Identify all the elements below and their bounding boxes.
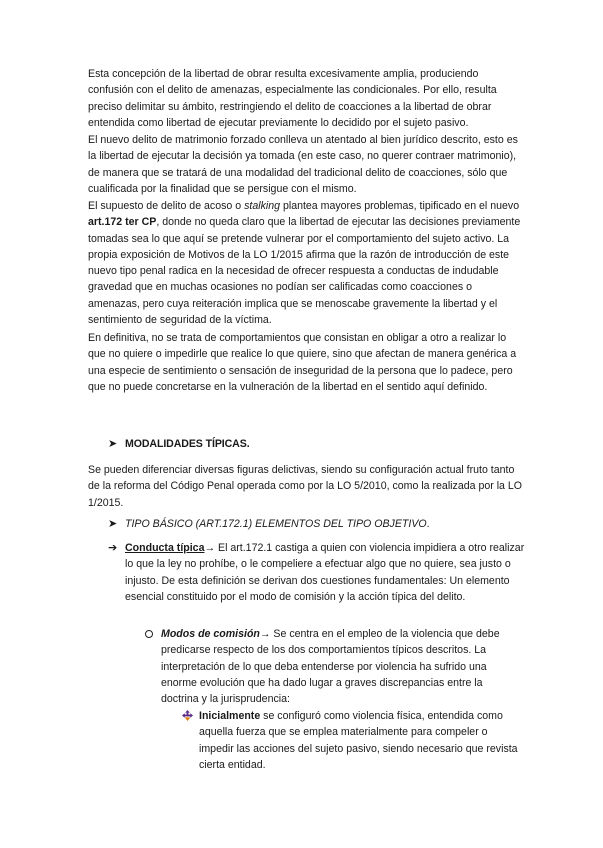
arrow-icon: → [204,542,216,554]
subsection-heading-suffix: . [426,518,430,530]
paragraph-en-definitiva: En definitiva, no se trata de comportamientos que consistan en obligar a otro a realizar lo que no quiere o impedirle que realice lo que quiere, sino que afectan de manera genérica a una especie de sentimiento o sensación de inseguridad de la persona que lo padece, pero que no puede concretarse en la vulneración de la libertad en el sentido aquí definido. [88,332,517,393]
inicialmente-paragraph [199,708,521,773]
circle-bullet-icon [145,630,153,638]
conducta-paragraph [125,540,525,605]
section-heading: MODALIDADES TÍPICAS. [125,438,250,450]
article-reference: art.172 ter CP [88,216,157,229]
stalking-term: stalking [244,200,280,212]
inicialmente-label: Inicialmente [199,710,261,722]
conducta-text: El art.172.1 castiga a quien con violencia impidiera a otro realizar lo que la ley no prohíbe, o le compeliere a efectuar algo que no quiere, sea justo o injusto. De esta definición se derivan dos cuestiones fundamentales: Un elemento esencial constituido por el modo de comisión y la acción típica del delito. [125,542,525,603]
arrowhead-bullet-icon: ➤ [108,438,118,450]
paragraph-libertad-obrar: Esta concepción de la libertad de obrar resulta excesivamente amplia, produciendo confusión con el delito de amenazas, especialmente las condicionales. Por ello, resulta preciso delimitar su ámbito, restringiendo el delito de coacciones a la libertad de obrar entendida como libertad de ejecutar previamente lo decidido por el sujeto pasivo. [88,68,497,129]
modos-paragraph [161,626,523,707]
four-way-arrow-bullet-icon [182,710,193,721]
subsection-heading [125,516,430,532]
section-intro: Se pueden diferenciar diversas figuras delictivas, siendo su configuración actual fruto tanto de la reforma del Código Penal operada como por la LO 5/2010, como la realizada por la LO 1/2015. [88,464,523,509]
paragraph-matrimonio-forzado: El nuevo delito de matrimonio forzado conlleva un atentado al bien jurídico descrito, esto es la libertad de ejecutar la decisión ya tomada (en este caso, no querer contraer matrimonio), de manera que se tratará de una modalidad del tradicional delito de coacciones, sólo que cualificada por la finalidad que se persigue con el mismo. [88,134,518,195]
arrow-icon: → [259,628,271,640]
text-run: plantea mayores problemas, tipificado en el nuevo [280,200,520,212]
text-run: El supuesto de delito de acoso o [88,200,245,212]
modos-label: Modos de comisión [161,628,260,640]
text-run: , donde no queda claro que la libertad de ejecutar las decisiones previamente tomadas sea lo que aquí se pretende vulnerar por el comportamiento del sujeto activo. La propia exposición de Motivos de la LO 1/2015 afirma que la razón de introducción de este nuevo tipo penal radica en la necesidad de ofrecer respuesta a conductas de indudable gravedad que en muchas ocasiones no podían ser calificadas como coacciones o amenazas, pero cuya reiteración implica que se menoscabe gravemente la libertad y el sentimiento de seguridad de la víctima. [88,216,521,327]
arrow-right-bullet-icon: ➔ [108,542,118,554]
inicialmente-text: se configuró como violencia física, entendida como aquella fuerza que se emplea materialmente para compeler o impedir las acciones del sujeto pasivo, siendo necesario que revista cierta entidad. [199,710,518,771]
paragraph-acoso-stalking [88,198,522,328]
modos-text: Se centra en el empleo de la violencia que debe predicarse respecto de los dos comportamientos típicos descritos. La interpretación de lo que deba entenderse por violencia ha sufrido una enorme evolución que ha dado lugar a graves discrepancias entre la doctrina y la jurisprudencia: [161,628,500,706]
conducta-label: Conducta típica [125,542,205,554]
arrowhead-bullet-icon: ➤ [108,518,118,530]
subsection-heading-text: TIPO BÁSICO (ART.172.1) ELEMENTOS DEL TIPO OBJETIVO [125,518,427,530]
